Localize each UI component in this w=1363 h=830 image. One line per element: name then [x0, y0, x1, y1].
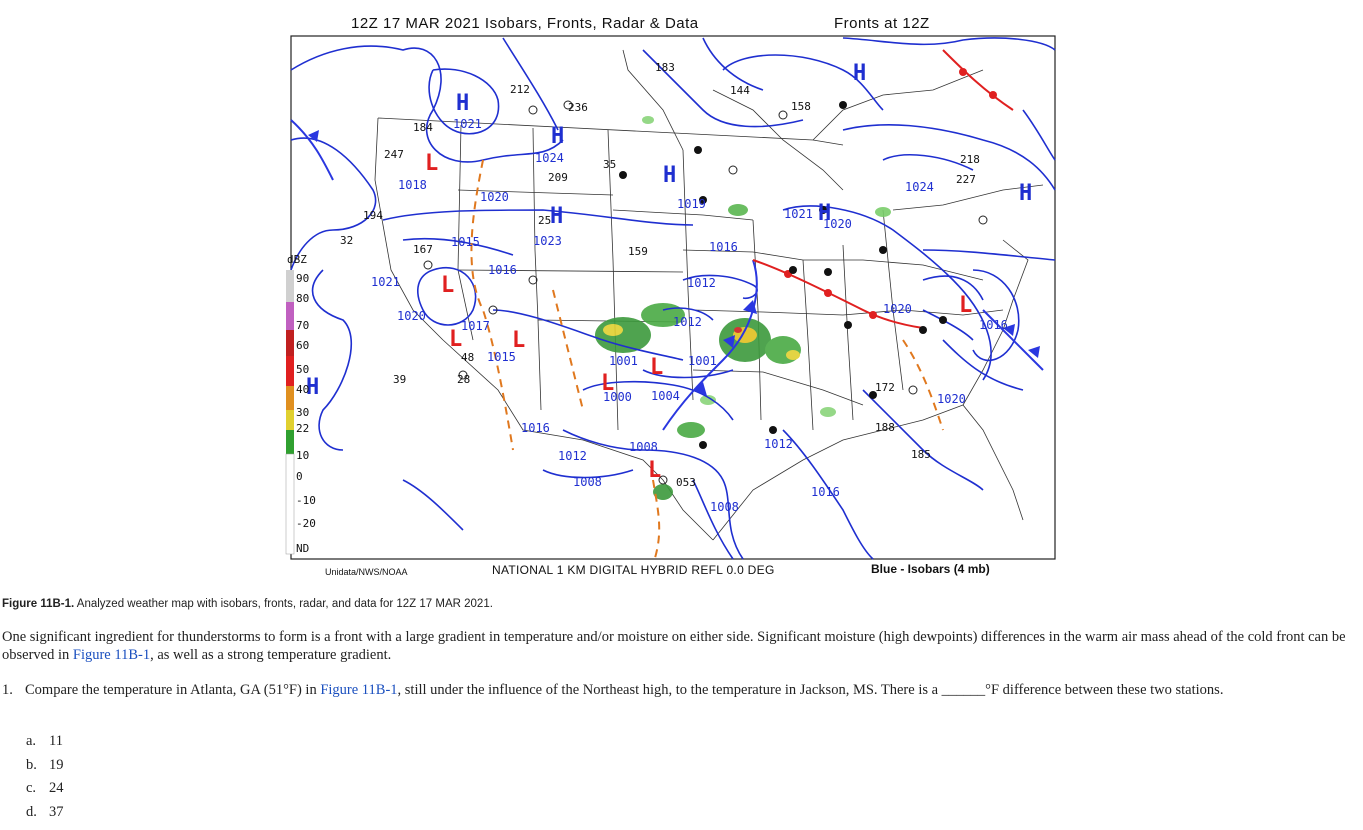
- option-letter: b.: [26, 756, 37, 773]
- isobar-label: 1008: [710, 500, 739, 514]
- map-credit: Unidata/NWS/NOAA: [325, 567, 408, 577]
- dbz-legend-label: 80: [296, 292, 310, 305]
- isobar-label: 1021: [784, 207, 813, 221]
- weather-map-figure: [283, 10, 1063, 582]
- intro-text-1: One significant ingredient for thunderstorms to form is a front with a large gradient in temperature and/or moisture on either side. Significant moisture (high dewpoints) differences in the warm air mass ahead of the cold front can be observed in: [2, 629, 1346, 663]
- dbz-legend-label: ND: [296, 542, 310, 555]
- station-value: 194: [363, 209, 383, 222]
- answer-option-a[interactable]: [26, 733, 64, 757]
- station-value: 159: [628, 245, 648, 258]
- map-product-label: NATIONAL 1 KM DIGITAL HYBRID REFL 0.0 DEG: [492, 563, 775, 577]
- option-value: 24: [49, 780, 64, 796]
- station-value: 247: [384, 148, 404, 161]
- isobar-label: 1020: [823, 217, 852, 231]
- option-value: 11: [49, 733, 63, 749]
- station-value: 48: [461, 351, 475, 364]
- isobar-label: 1021: [371, 275, 400, 289]
- isobar-label: 1015: [487, 350, 516, 364]
- map-title-right: Fronts at 12Z: [834, 15, 930, 32]
- station-value: 28: [457, 373, 471, 386]
- question-1: [2, 681, 1347, 699]
- isobar-label: 1012: [764, 437, 793, 451]
- isobar-label: 1024: [535, 151, 564, 165]
- isobar-label: 1008: [629, 440, 658, 454]
- station-value: 188: [875, 421, 895, 434]
- isobar-label: 1020: [480, 190, 509, 204]
- figure-caption-label: Figure 11B-1.: [2, 598, 75, 610]
- isobar-label: 1020: [883, 302, 912, 316]
- dbz-legend-label: 60: [296, 339, 310, 352]
- question-text-2: , still under the influence of the Northeast high, to the temperature in Jackson, MS. There is a ______°F difference between these two stations.: [397, 682, 1224, 698]
- isobar-label: 1016: [521, 421, 550, 435]
- isobar-label: 1015: [451, 235, 480, 249]
- dbz-legend-label: 22: [296, 422, 310, 435]
- isobar-label: 1016: [979, 318, 1008, 332]
- isobar-label: 1001: [609, 354, 638, 368]
- isobar-label: 1012: [558, 449, 587, 463]
- high-center: H: [456, 91, 470, 116]
- station-value: 227: [956, 173, 976, 186]
- isobar-label: 1012: [673, 315, 702, 329]
- intro-paragraph: [2, 628, 1347, 664]
- high-center: H: [853, 61, 867, 86]
- station-value: 158: [791, 100, 811, 113]
- answer-option-d[interactable]: [26, 804, 64, 828]
- station-value: 35: [603, 158, 617, 171]
- station-value: 212: [510, 83, 530, 96]
- station-value: 209: [548, 171, 568, 184]
- option-letter: a.: [26, 733, 37, 749]
- weather-map: [283, 10, 1063, 582]
- map-isobar-legend: Blue - Isobars (4 mb): [871, 562, 990, 576]
- isobar-label: 1008: [573, 475, 602, 489]
- station-value: 218: [960, 153, 980, 166]
- high-center: H: [550, 204, 564, 229]
- low-center: L: [648, 458, 662, 483]
- station-value: 053: [676, 476, 696, 489]
- station-value: 167: [413, 243, 433, 256]
- isobar-label: 1016: [488, 263, 517, 277]
- answer-options: [26, 733, 64, 827]
- dbz-legend-label: -10: [296, 494, 316, 507]
- option-letter: c.: [26, 780, 37, 796]
- station-value: 32: [340, 234, 354, 247]
- station-value: 25: [538, 214, 552, 227]
- dbz-legend-label: 40: [296, 383, 310, 396]
- intro-text-2: , as well as a strong temperature gradient.: [150, 647, 392, 663]
- isobar-label: 1023: [533, 234, 562, 248]
- dbz-legend-label: 30: [296, 406, 310, 419]
- dbz-legend-label: 0: [296, 470, 303, 483]
- low-center: L: [601, 371, 615, 396]
- isobar-label: 1024: [905, 180, 934, 194]
- high-center: H: [818, 201, 832, 226]
- dbz-legend-label: 70: [296, 319, 310, 332]
- isobar-label: 1016: [709, 240, 738, 254]
- low-center: L: [650, 355, 664, 380]
- low-center: L: [959, 293, 973, 318]
- low-center: L: [425, 151, 439, 176]
- figure-link[interactable]: Figure 11B-1: [72, 647, 151, 663]
- station-value: 236: [568, 101, 588, 114]
- high-center: H: [551, 124, 565, 149]
- station-value: 39: [393, 373, 407, 386]
- station-value: 172: [875, 381, 895, 394]
- answer-option-c[interactable]: [26, 780, 64, 804]
- dbz-legend-title: dBZ: [287, 253, 307, 266]
- high-center: H: [663, 163, 677, 188]
- figure-caption: [2, 598, 493, 610]
- figure-link[interactable]: Figure 11B-1: [320, 682, 398, 698]
- station-value: 144: [730, 84, 750, 97]
- low-center: L: [512, 328, 526, 353]
- dbz-legend-label: 10: [296, 449, 310, 462]
- option-value: 19: [49, 756, 64, 773]
- question-text: [25, 681, 1347, 699]
- option-letter: d.: [26, 803, 37, 820]
- dbz-legend-label: -20: [296, 517, 316, 530]
- low-center: L: [441, 273, 455, 298]
- isobar-label: 1020: [397, 309, 426, 323]
- isobar-label: 1016: [811, 485, 840, 499]
- low-center: L: [449, 327, 463, 352]
- high-center: H: [306, 375, 320, 400]
- high-center: H: [1019, 181, 1033, 206]
- question-text-1: Compare the temperature in Atlanta, GA (51°F) in: [25, 682, 321, 698]
- isobar-label: 1018: [398, 178, 427, 192]
- station-value: 185: [911, 448, 931, 461]
- isobar-label: 1001: [688, 354, 717, 368]
- isobar-label: 1021: [453, 117, 482, 131]
- dbz-legend-label: 90: [296, 272, 310, 285]
- isobar-label: 1020: [937, 392, 966, 406]
- isobar-label: 1012: [687, 276, 716, 290]
- dbz-legend-label: 50: [296, 363, 310, 376]
- option-value: 37: [49, 803, 64, 820]
- station-value: 183: [655, 61, 675, 74]
- answer-option-b[interactable]: [26, 757, 64, 781]
- isobar-label: 1000: [603, 390, 632, 404]
- map-title-left: 12Z 17 MAR 2021 Isobars, Fronts, Radar & Data: [351, 15, 699, 32]
- question-number: 1.: [2, 682, 13, 698]
- station-value: 184: [413, 121, 433, 134]
- figure-caption-text: Analyzed weather map with isobars, fronts, radar, and data for 12Z 17 MAR 2021.: [74, 598, 493, 610]
- isobar-label: 1017: [461, 319, 490, 333]
- isobar-label: 1004: [651, 389, 680, 403]
- isobar-label: 1019: [677, 197, 706, 211]
